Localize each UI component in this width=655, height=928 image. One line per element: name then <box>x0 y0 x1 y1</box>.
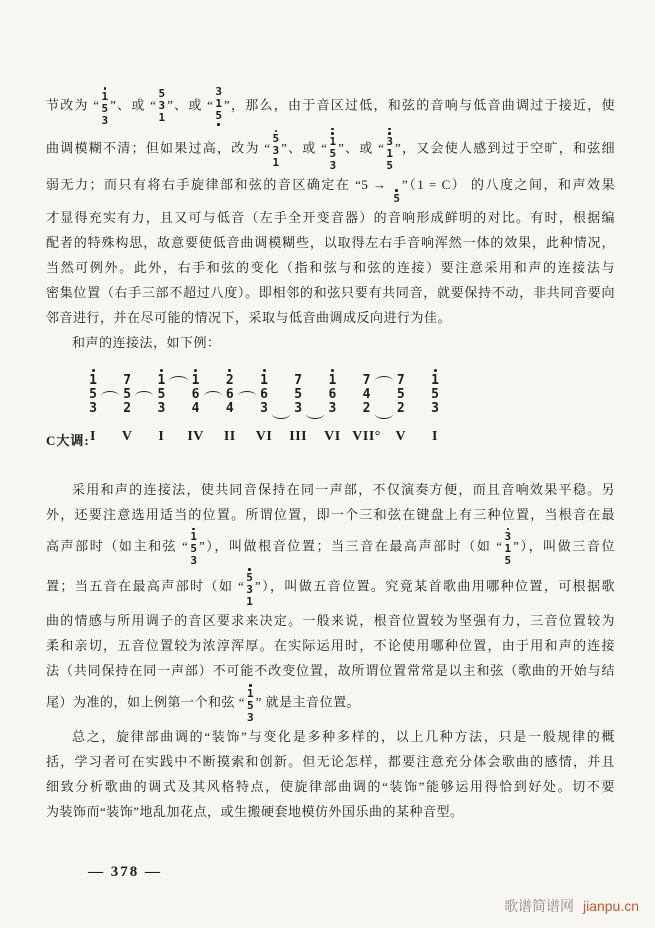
roman-numeral: I <box>90 428 96 444</box>
octave-dot <box>92 369 95 372</box>
inline-chord-stack: 1 5 3 <box>329 127 336 172</box>
text-line <box>46 330 615 355</box>
chord-note: 5 <box>396 386 405 402</box>
text-run: ”、或 “ <box>167 97 214 113</box>
chord-note: 3 <box>260 400 268 416</box>
chord-note: 6 <box>191 386 200 402</box>
roman-numeral: VII° <box>352 428 381 444</box>
text-run: ”，那么，由于音区过低，和弦的音响与低音曲调过于接近，使 <box>224 97 615 113</box>
tie-arc <box>375 376 393 386</box>
text-run: 曲调模糊不清；但如果过高，改为 “ <box>46 140 271 156</box>
tie-arc <box>272 409 290 419</box>
text-run: ”），叫做三音位 <box>513 538 615 554</box>
inline-chord-stack: 3 1 5 <box>215 86 222 127</box>
roman-numeral: V <box>395 428 407 444</box>
chord-column <box>423 367 447 416</box>
text-run: 尾）为准的，如上例第一个和弦 “ <box>46 694 246 710</box>
roman-numeral: I <box>158 428 165 444</box>
text-line <box>46 749 615 774</box>
chord-column <box>184 367 208 416</box>
tie-arc <box>135 391 153 401</box>
chord-note: 7 <box>123 372 132 388</box>
chord-note: 1 <box>328 372 337 388</box>
tie-arc <box>169 376 187 386</box>
text-run: 高声部时（如主和弦 “ <box>46 538 189 554</box>
text-run: 柔和亲切，五音位置较为浓淳浑厚。在实际运用时，不论使用哪种位置，由于用和声的连接 <box>46 637 615 653</box>
inline-chord-stack: 1 5 3 <box>190 527 197 568</box>
text-line <box>46 633 615 658</box>
page-content <box>46 86 615 824</box>
text-line <box>46 799 615 824</box>
text-line <box>46 205 615 230</box>
tie-arc <box>101 391 119 401</box>
text-run: ”），叫做五音位置。究竟某首歌曲用哪种位置，可根据歌 <box>254 578 615 594</box>
chord-column <box>115 367 139 416</box>
chord-note: 4 <box>362 386 371 402</box>
text-run: 括，学习者可在实践中不断摸索和创新。但无论怎样，都要注意充分体会歌曲的感情，并且 <box>46 753 615 769</box>
roman-numeral: I <box>432 428 438 444</box>
inline-chord-stack: 1 5 3 <box>247 683 254 724</box>
chord-note: 1 <box>191 372 200 388</box>
inline-chord-stack: 1 5 3 <box>102 86 109 127</box>
paragraph-chord-positions <box>46 477 615 724</box>
key-label: C大调: <box>46 432 90 448</box>
chord-note: 7 <box>294 372 303 388</box>
chord-note: 1 <box>431 372 439 388</box>
tie-arc <box>375 409 393 419</box>
text-run: ”、或 “ <box>281 140 328 156</box>
chord-note: 5 <box>294 386 303 402</box>
chord-note: 6 <box>328 386 337 402</box>
chord-note: 3 <box>89 400 97 416</box>
chord-note: 2 <box>396 400 405 416</box>
inline-chord-stack: 5 3 1 <box>273 129 280 170</box>
text-line <box>46 305 615 330</box>
chord-note: 2 <box>123 400 132 416</box>
text-line <box>46 683 615 724</box>
text-run: 密集位置（右手三部不超过八度）。即相邻的和弦只要有共同音，就要保持不动，非共同音要向 <box>46 284 615 300</box>
inline-note: 5 <box>393 188 400 205</box>
chord-note: 5 <box>89 386 97 402</box>
octave-dot <box>194 369 197 372</box>
octave-dot <box>331 369 334 372</box>
tie-arc <box>238 391 256 401</box>
chord-note: 4 <box>225 400 234 416</box>
chord-note: 1 <box>260 372 268 388</box>
text-run: 邻音进行，并在尽可能的情况下，采取与低音曲调成反向进行为佳。 <box>46 309 452 325</box>
roman-numeral: IV <box>187 428 204 444</box>
text-run: 和声的连接法，如下例： <box>72 334 221 350</box>
chord-note: 7 <box>362 372 371 388</box>
text-run: ”），叫做根音位置；当三音在最高声部时（如 “ <box>198 538 503 554</box>
music-example <box>46 367 615 459</box>
octave-dot <box>160 369 163 372</box>
watermark <box>504 896 639 916</box>
text-run: 为装饰而“装饰”地乱加花点，或生搬硬套地模仿外国乐曲的某种音型。 <box>46 803 464 819</box>
chord-note: 5 <box>431 386 439 402</box>
tie-arc <box>306 409 324 419</box>
inline-chord-stack: 3 1 5 <box>386 127 393 172</box>
chord-note: 3 <box>328 400 337 416</box>
roman-numeral: II <box>223 428 236 444</box>
text-run: 外，还要注意选用适当的位置。所谓位置，即一个三和弦在键盘上有三种位置，当根音在最 <box>46 506 615 522</box>
inline-chord-stack: 5 3 1 <box>158 87 166 125</box>
octave-dot <box>434 369 437 372</box>
chord-column <box>218 367 242 416</box>
text-run: 曲的情感与所用调子的音区要求来决定。一般来说，根音位置较为坚强有力，三音位置较为 <box>46 612 615 628</box>
watermark-link[interactable]: jianpu.cn <box>582 898 639 914</box>
text-run: 法（共同保持在同一声部）不可能不改变位置，故所谓位置常常是以主和弦（歌曲的开始与结 <box>46 662 615 678</box>
inline-chord-stack: 3 1 5 <box>505 527 512 568</box>
text-line <box>46 230 615 255</box>
text-run: ”（1 = C） 的八度之间，和声效果 <box>402 176 615 192</box>
inline-chord-stack: 5 3 1 <box>246 567 253 608</box>
roman-numeral: VI <box>324 428 341 444</box>
chord-note: 5 <box>123 386 132 402</box>
text-line <box>46 172 615 205</box>
chord-note: 3 <box>294 400 303 416</box>
text-run: 采用和声的连接法，使共同音保持在同一声部，不仅演奏方便，而且音响效果平稳。另 <box>72 481 615 497</box>
chord-note: 2 <box>362 400 371 416</box>
chord-column <box>81 367 105 416</box>
paragraph-summary <box>46 724 615 824</box>
text-line <box>46 774 615 799</box>
chord-note: 2 <box>225 372 234 388</box>
page-number: — 378 — <box>88 864 162 880</box>
chord-note: 3 <box>157 400 166 416</box>
text-run: ” 就是主音位置。 <box>255 694 361 710</box>
chord-note: 6 <box>260 386 268 402</box>
text-run: 才显得充实有力，且又可与低音（左手全开变音器）的音响形成鲜明的对比。有时，根据编 <box>46 209 615 225</box>
text-run: 弱无力；而只有将右手旋律部和弦的音区确定在 “5 → <box>46 176 392 192</box>
chord-note: 1 <box>89 372 97 388</box>
paragraph-harmony-register <box>46 86 615 355</box>
text-line <box>46 567 615 608</box>
chord-note: 6 <box>225 386 234 402</box>
text-line <box>46 527 615 568</box>
roman-numeral: III <box>289 428 308 444</box>
text-line <box>46 127 615 172</box>
text-run: ”，又会使人感到过于空旷，和弦细 <box>394 140 615 156</box>
chord-column <box>149 367 173 416</box>
tie-arc <box>204 391 222 401</box>
text-run: 总之，旋律部曲调的“装饰”与变化是多种多样的，以上几种方法，只是一般规律的概 <box>72 728 615 744</box>
text-line <box>46 502 615 527</box>
octave-dot <box>263 369 266 372</box>
text-run: 置；当五音在最高声部时（如 “ <box>46 578 245 594</box>
text-run: 节改为 “ <box>46 97 100 113</box>
text-line <box>46 255 615 280</box>
chord-note: 7 <box>396 372 405 388</box>
text-run: 当然可例外。此外，右手和弦的变化（指和弦与和弦的连接）要注意采用和声的连接法与 <box>46 259 615 275</box>
chord-note: 1 <box>157 372 166 388</box>
text-line <box>46 280 615 305</box>
text-run: ”、或 “ <box>110 97 157 113</box>
roman-numeral: VI <box>255 428 273 444</box>
text-line <box>46 86 615 127</box>
chord-note: 5 <box>157 386 166 402</box>
text-run: ”、或 “ <box>338 140 385 156</box>
text-line <box>46 658 615 683</box>
text-line <box>46 608 615 633</box>
text-line <box>46 477 615 502</box>
octave-dot <box>228 369 231 372</box>
text-run: 配者的特殊构思，故意要使低音曲调模糊些，以取得左右手音响浑然一体的效果，此种情况， <box>46 234 615 250</box>
text-run: 细致分析歌曲的调式及其风格特点，使旋律部曲调的“装饰”能够运用得恰到好处。切不要 <box>46 778 615 794</box>
text-line <box>46 724 615 749</box>
chord-note: 4 <box>191 400 200 416</box>
watermark-site-name: 歌谱简谱网 <box>504 898 575 914</box>
chord-note: 3 <box>431 400 439 416</box>
roman-numeral: V <box>121 428 133 444</box>
